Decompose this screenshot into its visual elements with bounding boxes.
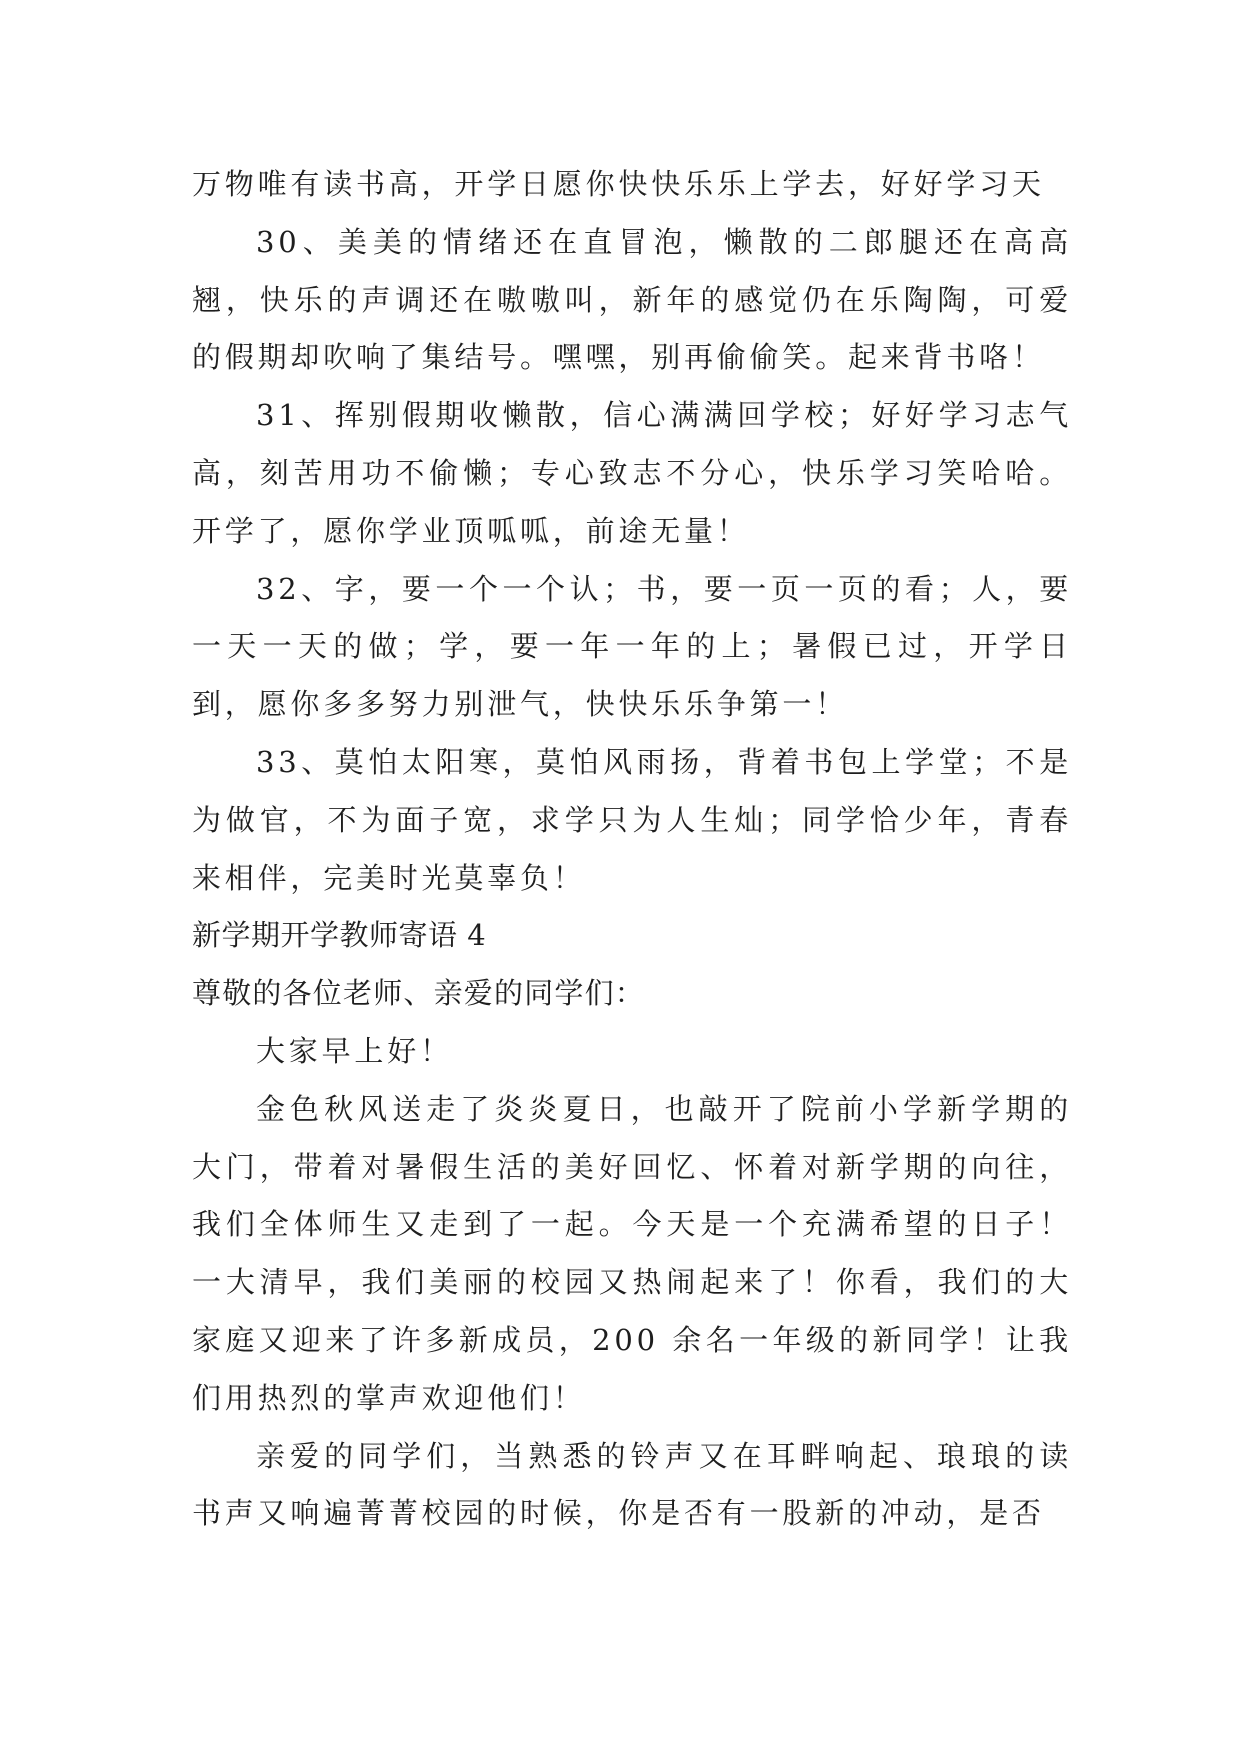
- paragraph-33: 33、莫怕太阳寒，莫怕风雨扬，背着书包上学堂；不是为做官，不为面子宽，求学只为人生灿；同学恰少年，青春来相伴，完美时光莫辜负！: [192, 744, 1072, 895]
- document-body: [192, 156, 1072, 1543]
- paragraph-32: 32、字，要一个一个认；书，要一页一页的看；人，要一天一天的做；学，要一年一年的上；暑假已过，开学日到，愿你多多努力别泄气，快快乐乐争第一！: [192, 571, 1072, 722]
- paragraph-autumn: 金色秋风送走了炎炎夏日，也敲开了院前小学新学期的大门，带着对暑假生活的美好回忆、怀着对新学期的向往，我们全体师生又走到了一起。今天是一个充满希望的日子！一大清早，我们美丽的校园又热闹起来了！你看，我们的大家庭又迎来了许多新成员，200 余名一年级的新同学！让我们用热烈的掌声欢迎他们！: [192, 1091, 1072, 1415]
- paragraph-31: 31、挥别假期收懒散，信心满满回学校；好好学习志气高，刻苦用功不偷懒；专心致志不分心，快乐学习笑哈哈。开学了，愿你学业顶呱呱，前途无量！: [192, 398, 1072, 548]
- paragraph-continuation: 万物唯有读书高，开学日愿你快快乐乐上学去，好好学习天: [192, 167, 1045, 201]
- section-title: 新学期开学教师寄语 4: [192, 918, 487, 953]
- greeting: 大家早上好！: [256, 1033, 453, 1068]
- paragraph-30: 30、美美的情绪还在直冒泡，懒散的二郎腿还在高高翘，快乐的声调还在嗷嗷叫，新年的感觉仍在乐陶陶，可爱的假期却吹响了集结号。嘿嘿，别再偷偷笑。起来背书咯！: [192, 224, 1072, 375]
- paragraph-students: 亲爱的同学们，当熟悉的铃声又在耳畔响起、琅琅的读书声又响遍菁菁校园的时候，你是否有一股新的冲动，是否: [192, 1438, 1072, 1531]
- salutation: 尊敬的各位老师、亲爱的同学们：: [192, 976, 646, 1011]
